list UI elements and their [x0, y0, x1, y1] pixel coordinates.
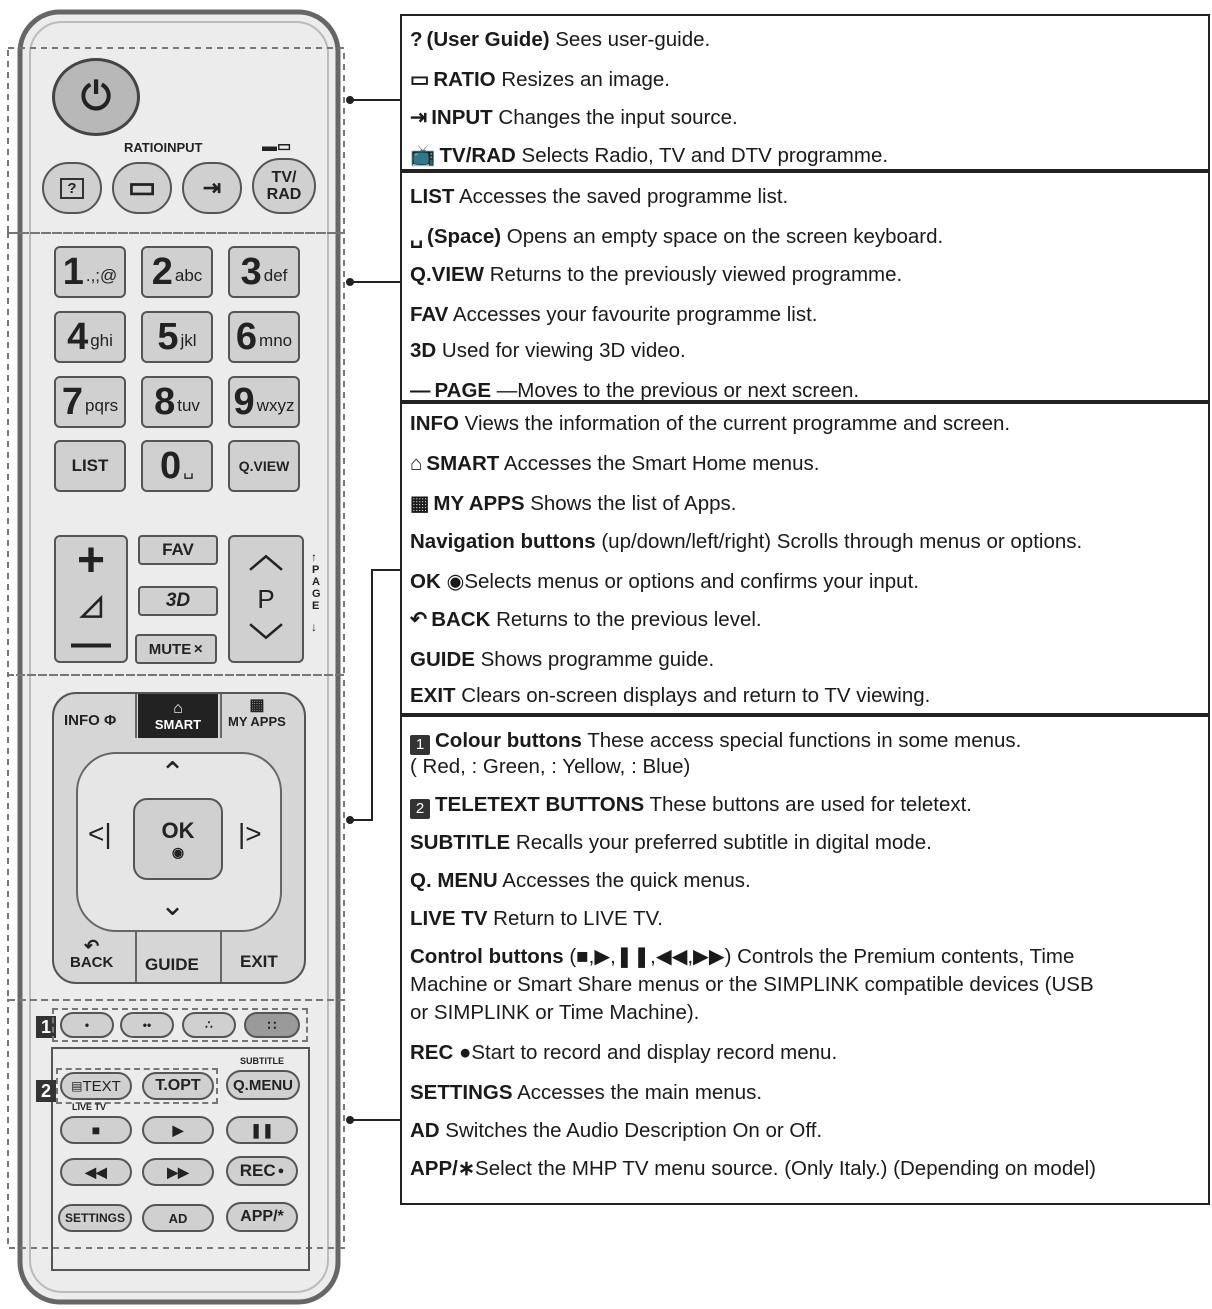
nav-divider-left — [135, 932, 137, 982]
number-digit: 5 — [157, 316, 179, 358]
zero-digit: 0 — [160, 445, 182, 487]
text-icon: ▤ — [71, 1079, 83, 1093]
row-description: Accesses the quick menus. — [497, 869, 751, 892]
input-icon: ⇥ — [410, 106, 428, 129]
number-digit: 6 — [235, 316, 258, 358]
row-term: Q.VIEW — [410, 263, 485, 286]
row-term: OK — [410, 570, 441, 593]
number-letters: pqrs — [85, 396, 119, 415]
description-row — [410, 379, 859, 403]
home-icon: ⌂ — [173, 699, 183, 717]
row-description: These buttons are used for teletext. — [644, 793, 973, 816]
app-button[interactable] — [226, 1202, 298, 1232]
nav-left-icon[interactable]: <| — [88, 818, 112, 849]
description-row — [410, 869, 751, 893]
smart-label: SMART — [154, 716, 202, 732]
row-term: BACK — [431, 608, 491, 631]
description-row — [410, 1041, 837, 1065]
number-digit: 8 — [154, 381, 176, 423]
row-description: Accesses the main menus. — [512, 1081, 763, 1104]
row-description: Returns to the previously viewed programme. — [484, 263, 903, 286]
info-button[interactable] — [64, 712, 116, 729]
number-digit: 4 — [67, 316, 89, 358]
row-description: ◉Selects menus or options and confirms your input. — [440, 570, 919, 593]
row-description: Machine or Smart Share menus or the SIMPLINK compatible devices (USB — [410, 973, 1094, 996]
number-digit: 7 — [61, 381, 84, 423]
description-row — [410, 225, 943, 249]
description-row — [410, 106, 738, 130]
row-term: LIVE TV — [410, 907, 488, 930]
chevron-up-icon: ︿ — [249, 537, 283, 575]
row-description: Opens an empty space on the screen keyboard. — [501, 225, 944, 248]
row-term: Colour buttons — [435, 729, 582, 752]
ratio-icon: ▭ — [127, 171, 157, 204]
settings-label: SETTINGS — [64, 1211, 125, 1225]
description-row — [410, 755, 690, 779]
description-row — [410, 1001, 699, 1025]
row-term: AD — [410, 1119, 440, 1142]
number-letters: .,;@ — [85, 266, 118, 285]
description-row — [410, 144, 888, 168]
nav-right-icon[interactable]: |> — [238, 818, 262, 849]
guide-button[interactable] — [145, 955, 199, 975]
row-term: MY APPS — [433, 492, 525, 515]
list-label: LIST — [71, 456, 109, 475]
tv-radio-icon: 📺 — [410, 144, 436, 167]
marker-1-icon: 1 — [410, 735, 430, 755]
row-description: These access special functions in some menus. — [581, 729, 1022, 752]
guide-label: GUIDE — [145, 955, 199, 974]
volume-rocker[interactable] — [54, 535, 128, 663]
exit-label: EXIT — [240, 952, 278, 971]
row-term: PAGE — [434, 379, 492, 402]
description-panel-4 — [400, 715, 1210, 1205]
rewind-icon: ◀◀ — [85, 1163, 107, 1180]
rewind-button[interactable] — [60, 1158, 132, 1186]
number-button-1[interactable] — [54, 246, 126, 298]
row-term: SUBTITLE — [410, 831, 511, 854]
mute-button[interactable] — [135, 634, 217, 664]
3d-button[interactable] — [138, 586, 218, 616]
row-term: Q. MENU — [410, 869, 498, 892]
myapps-label: MY APPS — [228, 714, 286, 729]
3d-label: 3D — [165, 590, 191, 611]
ratio-button[interactable] — [112, 162, 172, 214]
stop-button[interactable] — [60, 1116, 132, 1144]
description-row — [410, 412, 1010, 436]
number-letters: abc — [174, 266, 203, 285]
row-description: Sees user-guide. — [549, 28, 711, 51]
number-letters: ghi — [90, 331, 113, 350]
back-label: BACK — [70, 954, 114, 971]
row-term: (Space) — [427, 225, 502, 248]
row-description: Views the information of the current programme and screen. — [458, 412, 1011, 435]
row-description: Selects Radio, TV and DTV programme. — [515, 144, 889, 167]
ok-label: OK — [161, 817, 195, 843]
row-term: Control buttons — [410, 945, 564, 968]
fastforward-button[interactable] — [142, 1158, 214, 1186]
app-label: APP/* — [240, 1208, 284, 1225]
row-description: Changes the input source. — [492, 106, 738, 129]
p-label: P — [257, 583, 275, 614]
myapps-button[interactable] — [228, 698, 286, 729]
rec-icon: ● — [277, 1165, 285, 1177]
row-description: (up/down/left/right) Scrolls through menus or options. — [595, 530, 1083, 553]
nav-divider-right — [220, 932, 222, 982]
settings-button[interactable] — [58, 1204, 132, 1232]
description-row — [410, 263, 902, 287]
page-up-icon: — — [410, 379, 431, 402]
zero-button[interactable] — [141, 440, 213, 492]
description-row — [410, 1119, 822, 1143]
text-button[interactable] — [60, 1072, 132, 1100]
volume-up-icon: + — [76, 534, 106, 587]
row-term: 3D — [410, 339, 437, 362]
marker-2-icon: 2 — [410, 799, 430, 819]
description-row — [410, 492, 736, 516]
number-button-6[interactable] — [228, 311, 300, 363]
number-digit: 3 — [240, 251, 262, 293]
mute-label: MUTE — [148, 640, 192, 658]
description-row — [410, 1081, 762, 1105]
programme-rocker[interactable] — [228, 535, 304, 663]
row-term: RATIO — [433, 68, 496, 91]
description-row — [410, 185, 788, 209]
user-guide-icon: ? — [60, 178, 83, 199]
page-arrow-icon: ↑ — [311, 550, 317, 564]
description-row — [410, 68, 670, 92]
ok-icon: ◉ — [171, 843, 185, 860]
row-description: Shows the list of Apps. — [524, 492, 737, 515]
row-term: INFO — [410, 412, 459, 435]
mute-icon: ✕ — [193, 642, 204, 656]
nav-down-icon[interactable]: ⌄ — [160, 889, 186, 922]
row-description: Used for viewing 3D video. — [436, 339, 686, 362]
info-icon: Φ — [99, 712, 117, 729]
subtitle-small-label: SUBTITLE — [240, 1056, 284, 1066]
nav-up-icon[interactable]: ⌃ — [160, 757, 186, 790]
marker-1: 1 — [36, 1016, 56, 1038]
exit-button[interactable] — [240, 952, 278, 972]
qmenu-label: Q.MENU — [233, 1076, 293, 1094]
fav-button[interactable] — [138, 535, 218, 565]
row-description: Resizes an image. — [495, 68, 670, 91]
row-description: —Moves to the previous or next screen. — [491, 379, 860, 402]
chevron-down-icon: ﹀ — [249, 623, 283, 661]
page-vertical-label: PAGE — [312, 564, 321, 612]
yellow-button[interactable]: ∴ — [182, 1012, 236, 1038]
number-letters: mno — [259, 331, 293, 350]
row-description: ( Red, : Green, : Yellow, : Blue) — [410, 755, 691, 778]
info-label: INFO — [64, 712, 100, 729]
qview-label: Q.VIEW — [238, 458, 290, 474]
description-row — [410, 907, 663, 931]
stop-icon: ■ — [91, 1122, 101, 1138]
row-term: INPUT — [431, 106, 493, 129]
row-description: Clears on-screen displays and return to TV viewing. — [455, 684, 931, 707]
row-description: Select the MHP TV menu source. (Only Italy.) (Depending on model) — [475, 1157, 1097, 1180]
volume-icon: ◿ — [80, 589, 102, 620]
row-term: APP/∗ — [410, 1157, 476, 1180]
description-row — [410, 945, 1074, 969]
input-icon: ⇥ — [202, 175, 222, 200]
blue-button[interactable]: ∷ — [244, 1012, 300, 1038]
play-icon: ▶ — [172, 1121, 184, 1138]
row-description: ●Start to record and display record menu. — [453, 1041, 838, 1064]
row-description: Switches the Audio Description On or Off. — [439, 1119, 823, 1142]
remote-control — [0, 0, 370, 1309]
topt-button[interactable] — [142, 1072, 214, 1100]
livetv-small-label: LIVE TV — [72, 1102, 107, 1112]
description-row — [410, 339, 686, 363]
description-row — [410, 831, 932, 855]
number-letters: wxyz — [256, 396, 295, 415]
row-description: Accesses the saved programme list. — [454, 185, 789, 208]
row-term: LIST — [410, 185, 455, 208]
pause-button[interactable] — [226, 1116, 298, 1144]
ratio-input-label: RATIOINPUT — [124, 140, 203, 155]
space-icon: ␣ — [410, 225, 424, 248]
ad-button[interactable] — [142, 1204, 214, 1232]
description-row — [410, 608, 762, 632]
fav-label: FAV — [162, 540, 194, 559]
topt-label: T.OPT — [155, 1077, 201, 1094]
pause-icon: ❚❚ — [250, 1121, 274, 1138]
row-description: Accesses the Smart Home menus. — [499, 452, 820, 475]
grid-icon: ▦ — [410, 492, 430, 515]
description-row — [410, 729, 1021, 755]
description-row — [410, 973, 1094, 997]
power-button[interactable] — [52, 58, 140, 136]
description-panel-2 — [400, 171, 1210, 402]
number-button-2[interactable] — [141, 246, 213, 298]
row-description: (■,▶,❚❚,◀◀,▶▶) Controls the Premium contents, Time — [563, 945, 1075, 968]
back-icon: ↶ — [84, 936, 100, 956]
qmenu-button[interactable] — [226, 1070, 300, 1100]
ok-button[interactable] — [133, 798, 223, 880]
row-description: Accesses your favourite programme list. — [448, 303, 818, 326]
row-description: or SIMPLINK or Time Machine). — [410, 1001, 700, 1024]
row-term: GUIDE — [410, 648, 475, 671]
row-description: Returns to the previous level. — [490, 608, 762, 631]
number-button-8[interactable] — [141, 376, 213, 428]
tv-radio-small-icon: ▬▭ — [262, 138, 292, 155]
back-button[interactable] — [70, 938, 113, 971]
red-button[interactable]: • — [60, 1012, 114, 1038]
description-panel-1 — [400, 14, 1210, 171]
row-term: TELETEXT BUTTONS — [435, 793, 645, 816]
ad-label: AD — [168, 1210, 188, 1226]
row-description: Shows programme guide. — [474, 648, 715, 671]
green-button[interactable]: •• — [120, 1012, 174, 1038]
page-arrow-down-icon: ↓ — [311, 620, 317, 634]
tv-rad-button[interactable] — [252, 158, 316, 214]
space-icon: ␣ — [183, 460, 194, 479]
description-panel-3 — [400, 402, 1210, 715]
row-description: Recalls your preferred subtitle in digital mode. — [510, 831, 932, 854]
user-guide-button[interactable] — [42, 162, 102, 214]
text-label: TEXT — [82, 1077, 121, 1095]
marker-2: 2 — [36, 1080, 56, 1102]
number-button-5[interactable] — [141, 311, 213, 363]
row-term: SMART — [426, 452, 500, 475]
description-row — [410, 648, 714, 672]
description-row — [410, 28, 710, 52]
user-guide-icon: ? — [410, 28, 423, 51]
volume-down-icon: — — [71, 621, 111, 665]
smart-button[interactable] — [138, 694, 218, 738]
fastforward-icon: ▶▶ — [167, 1163, 189, 1180]
power-icon: ⏻ — [80, 76, 112, 118]
row-term: Navigation buttons — [410, 530, 596, 553]
input-button[interactable] — [182, 162, 242, 214]
description-row — [410, 530, 1082, 554]
row-term: FAV — [410, 303, 449, 326]
grid-icon: ▦ — [249, 697, 265, 714]
number-button-4[interactable] — [54, 311, 126, 363]
rec-label: REC — [239, 1161, 276, 1180]
home-icon: ⌂ — [410, 452, 423, 475]
tv-rad-line1: TV/ — [271, 169, 297, 186]
number-letters: def — [263, 266, 288, 285]
number-button-3[interactable] — [228, 246, 300, 298]
back-icon: ↶ — [410, 608, 428, 631]
description-row — [410, 793, 972, 819]
description-row — [410, 570, 919, 594]
number-digit: 1 — [62, 251, 84, 293]
tv-rad-line2: RAD — [266, 186, 302, 203]
row-description: Return to LIVE TV. — [487, 907, 663, 930]
play-button[interactable] — [142, 1116, 214, 1144]
number-button-9[interactable] — [228, 376, 300, 428]
list-button[interactable] — [54, 440, 126, 492]
number-button-7[interactable] — [54, 376, 126, 428]
row-term: REC — [410, 1041, 454, 1064]
description-row — [410, 303, 818, 327]
row-term: (User Guide) — [426, 28, 550, 51]
description-row — [410, 684, 930, 708]
row-term: TV/RAD — [439, 144, 516, 167]
row-term: EXIT — [410, 684, 456, 707]
number-digit: 9 — [233, 381, 255, 423]
number-digit: 2 — [151, 251, 173, 293]
number-letters: tuv — [177, 396, 200, 415]
ratio-icon: ▭ — [410, 68, 430, 91]
number-letters: jkl — [180, 331, 197, 350]
nav-divider-top-left — [135, 694, 137, 738]
description-row — [410, 1157, 1096, 1181]
description-row — [410, 452, 819, 476]
row-term: SETTINGS — [410, 1081, 513, 1104]
qview-button[interactable] — [228, 440, 300, 492]
rec-button[interactable] — [226, 1156, 298, 1186]
nav-divider-top-right — [220, 694, 222, 738]
